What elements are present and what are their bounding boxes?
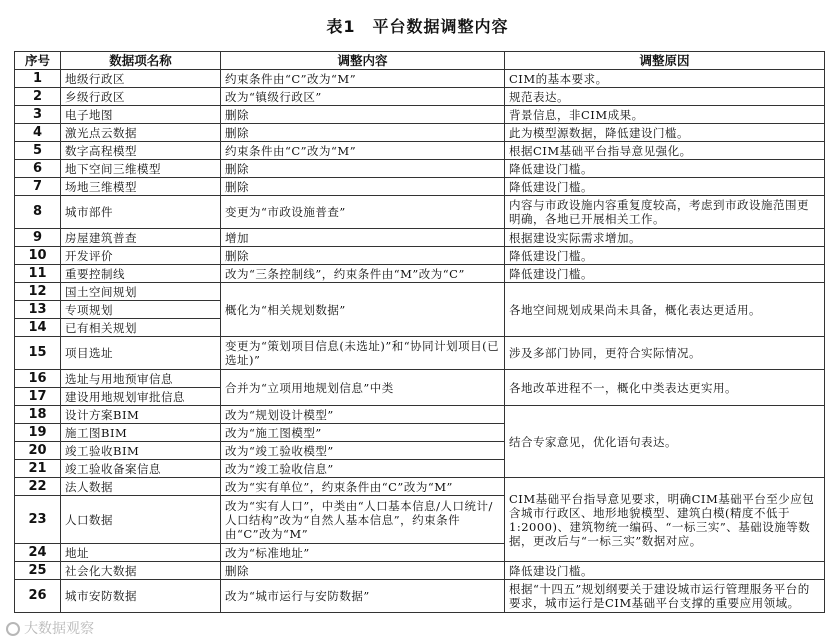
row-name: 电子地图	[61, 106, 221, 124]
adjustment-table	[14, 51, 825, 613]
row-content: 改为“实有人口”，中类由“人口基本信息/人口统计/人口结构”改为“自然人基本信息”，约束条件由“C”改为“M”	[221, 496, 505, 544]
row-name: 重要控制线	[61, 265, 221, 283]
row-name: 国土空间规划	[61, 283, 221, 301]
row-content: 改为“竣工验收模型”	[221, 442, 505, 460]
table-row	[15, 229, 825, 247]
row-content: 改为“镇级行政区”	[221, 88, 505, 106]
row-reason: 结合专家意见，优化语句表达。	[505, 406, 825, 478]
row-no: 12	[15, 283, 61, 301]
row-reason: 内容与市政设施内容重复度较高，考虑到市政设施范围更明确，各地已开展相关工作。	[505, 196, 825, 229]
row-no: 23	[15, 496, 61, 544]
row-name: 选址与用地预审信息	[61, 370, 221, 388]
row-name: 竣工验收BIM	[61, 442, 221, 460]
table-row	[15, 142, 825, 160]
row-name: 数字高程模型	[61, 142, 221, 160]
header-content: 调整内容	[221, 52, 505, 70]
row-no: 8	[15, 196, 61, 229]
row-reason: 降低建设门槛。	[505, 160, 825, 178]
table-row	[15, 370, 825, 388]
row-no: 11	[15, 265, 61, 283]
row-reason: CIM基础平台指导意见要求，明确CIM基础平台至少应包含城市行政区、地形地貌模型、建筑白模(精度不低于1:2000)、建筑物统一编码、“一标三实”、基础设施等数据，更改后与“一标三实”数据对应。	[505, 478, 825, 562]
table-row	[15, 106, 825, 124]
row-reason: CIM的基本要求。	[505, 70, 825, 88]
row-reason: 根据“十四五”规划纲要关于建设城市运行管理服务平台的要求，城市运行是CIM基础平台支撑的重要应用领域。	[505, 580, 825, 613]
row-reason: 各地空间规划成果尚未具备，概化表达更适用。	[505, 283, 825, 337]
table-row	[15, 283, 825, 301]
row-content: 改为“标准地址”	[221, 544, 505, 562]
row-no: 10	[15, 247, 61, 265]
row-no: 6	[15, 160, 61, 178]
row-reason: 涉及多部门协同，更符合实际情况。	[505, 337, 825, 370]
row-content: 改为“三条控制线”，约束条件由“M”改为“C”	[221, 265, 505, 283]
row-content: 改为“施工图模型”	[221, 424, 505, 442]
row-no: 3	[15, 106, 61, 124]
header-row	[15, 52, 825, 70]
row-name: 人口数据	[61, 496, 221, 544]
row-no: 21	[15, 460, 61, 478]
table-row	[15, 88, 825, 106]
row-content: 约束条件由“C”改为“M”	[221, 142, 505, 160]
row-content: 增加	[221, 229, 505, 247]
row-reason: 背景信息，非CIM成果。	[505, 106, 825, 124]
row-content: 删除	[221, 178, 505, 196]
row-content: 约束条件由“C”改为“M”	[221, 70, 505, 88]
row-no: 25	[15, 562, 61, 580]
row-content: 改为“城市运行与安防数据”	[221, 580, 505, 613]
row-no: 15	[15, 337, 61, 370]
row-content: 删除	[221, 562, 505, 580]
row-content: 变更为“市政设施普查”	[221, 196, 505, 229]
row-reason: 降低建设门槛。	[505, 247, 825, 265]
row-no: 16	[15, 370, 61, 388]
row-no: 4	[15, 124, 61, 142]
table-row	[15, 70, 825, 88]
row-name: 激光点云数据	[61, 124, 221, 142]
table-row	[15, 178, 825, 196]
row-no: 20	[15, 442, 61, 460]
table-row	[15, 562, 825, 580]
row-name: 施工图BIM	[61, 424, 221, 442]
row-content: 删除	[221, 124, 505, 142]
watermark	[6, 618, 94, 638]
row-content: 改为“规划设计模型”	[221, 406, 505, 424]
row-no: 26	[15, 580, 61, 613]
row-reason: 根据CIM基础平台指导意见强化。	[505, 142, 825, 160]
row-name: 社会化大数据	[61, 562, 221, 580]
row-name: 城市安防数据	[61, 580, 221, 613]
row-name: 设计方案BIM	[61, 406, 221, 424]
row-name: 城市部件	[61, 196, 221, 229]
table-row	[15, 160, 825, 178]
row-name: 竣工验收备案信息	[61, 460, 221, 478]
row-no: 19	[15, 424, 61, 442]
row-content: 改为“竣工验收信息”	[221, 460, 505, 478]
row-no: 14	[15, 319, 61, 337]
row-content: 删除	[221, 160, 505, 178]
row-reason: 规范表达。	[505, 88, 825, 106]
row-no: 22	[15, 478, 61, 496]
table-row	[15, 337, 825, 370]
row-no: 5	[15, 142, 61, 160]
table-row	[15, 247, 825, 265]
row-content: 改为“实有单位”，约束条件由“C”改为“M”	[221, 478, 505, 496]
row-no: 9	[15, 229, 61, 247]
row-no: 13	[15, 301, 61, 319]
row-no: 7	[15, 178, 61, 196]
row-name: 已有相关规划	[61, 319, 221, 337]
row-reason: 降低建设门槛。	[505, 562, 825, 580]
row-no: 2	[15, 88, 61, 106]
table-row	[15, 124, 825, 142]
table-row	[15, 196, 825, 229]
watermark-text: 大数据观察	[24, 621, 94, 637]
row-reason: 此为模型源数据，降低建设门槛。	[505, 124, 825, 142]
row-name: 场地三维模型	[61, 178, 221, 196]
header-reason: 调整原因	[505, 52, 825, 70]
row-name: 房屋建筑普查	[61, 229, 221, 247]
row-reason: 降低建设门槛。	[505, 265, 825, 283]
row-name: 地级行政区	[61, 70, 221, 88]
table-row	[15, 478, 825, 496]
row-name: 地址	[61, 544, 221, 562]
row-no: 18	[15, 406, 61, 424]
row-name: 法人数据	[61, 478, 221, 496]
row-reason: 根据建设实际需求增加。	[505, 229, 825, 247]
row-content: 删除	[221, 247, 505, 265]
table-row	[15, 580, 825, 613]
row-name: 专项规划	[61, 301, 221, 319]
row-name: 乡级行政区	[61, 88, 221, 106]
row-name: 项目选址	[61, 337, 221, 370]
row-no: 17	[15, 388, 61, 406]
row-content: 合并为“立项用地规划信息”中类	[221, 370, 505, 406]
header-name: 数据项名称	[61, 52, 221, 70]
table-row	[15, 265, 825, 283]
row-reason: 各地改革进程不一，概化中类表达更实用。	[505, 370, 825, 406]
header-no: 序号	[15, 52, 61, 70]
row-name: 地下空间三维模型	[61, 160, 221, 178]
table-row	[15, 406, 825, 424]
watermark-logo-icon	[6, 622, 20, 636]
row-content: 概化为“相关规划数据”	[221, 283, 505, 337]
row-no: 24	[15, 544, 61, 562]
row-no: 1	[15, 70, 61, 88]
row-name: 开发评价	[61, 247, 221, 265]
table-title: 表1 平台数据调整内容	[326, 17, 509, 36]
row-name: 建设用地规划审批信息	[61, 388, 221, 406]
row-content: 删除	[221, 106, 505, 124]
row-content: 变更为“策划项目信息(未选址)”和“协同计划项目(已选址)”	[221, 337, 505, 370]
row-reason: 降低建设门槛。	[505, 178, 825, 196]
